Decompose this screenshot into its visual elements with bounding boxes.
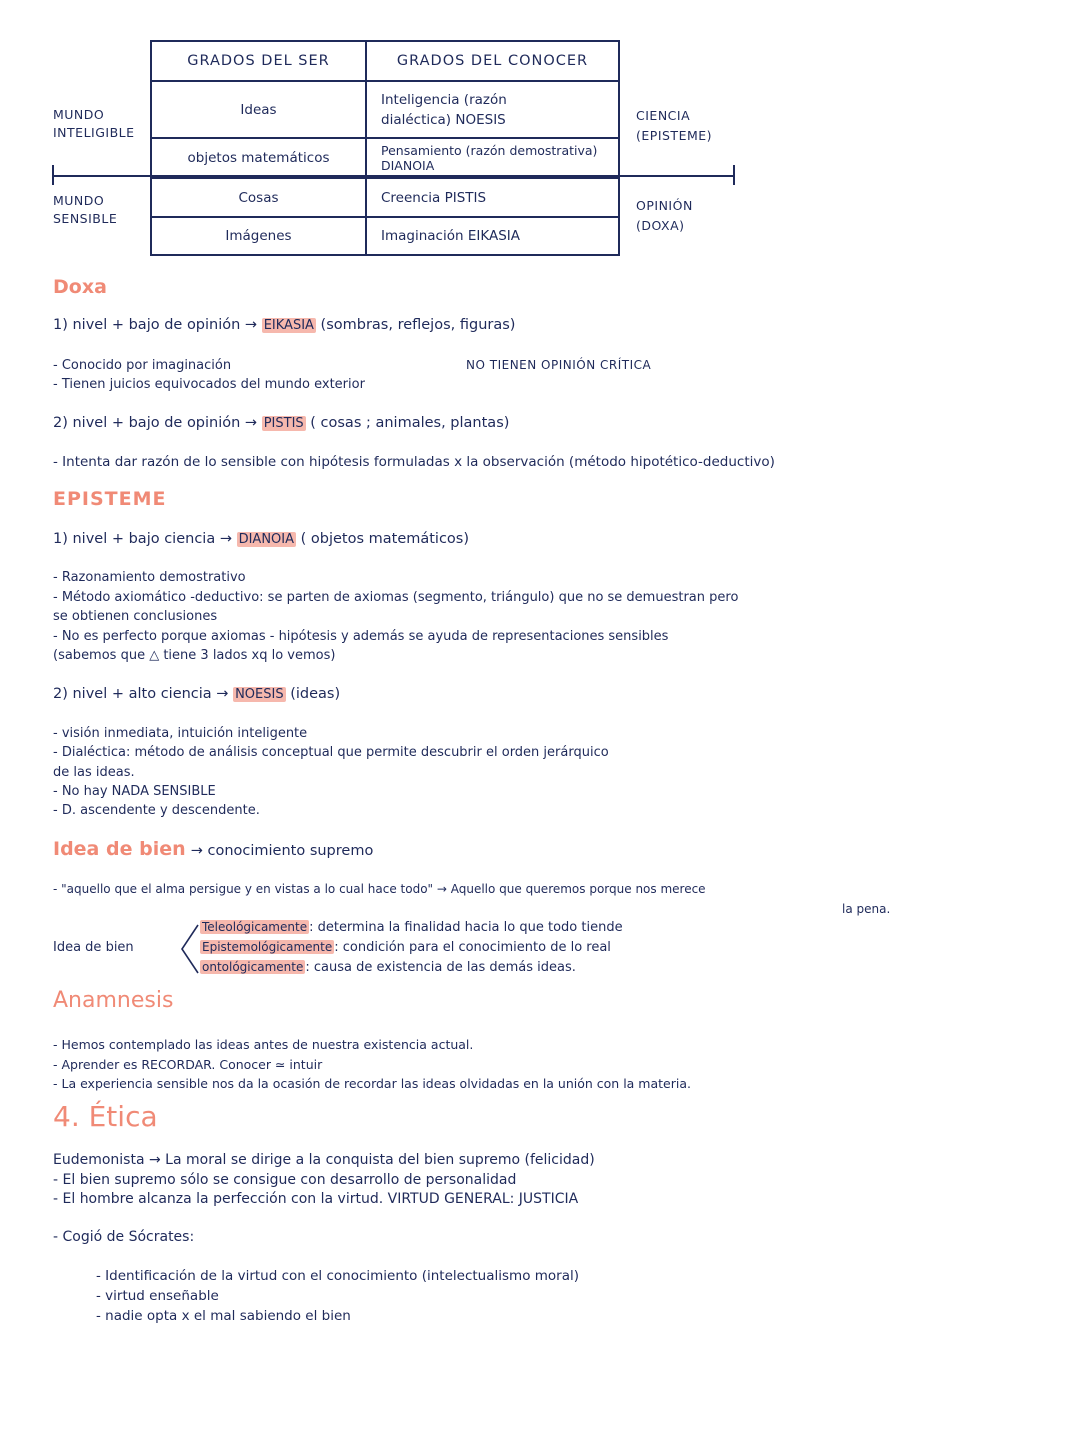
- bien-item-1-highlight: Teleológicamente: [202, 920, 308, 934]
- bien-item-1-text: : determina la finalidad hacia lo que todo tiende: [309, 920, 623, 935]
- episteme-bullet-6: - No hay NADA SENSIBLE: [53, 784, 216, 799]
- bien-item-3-highlight: ontológicamente: [202, 960, 304, 974]
- section-title-bien: Idea de bien: [53, 838, 186, 860]
- doxa-side-note: NO TIENEN OPINIÓN CRÍTICA: [466, 358, 652, 372]
- episteme-level-2-post: (ideas): [290, 686, 341, 702]
- doxa-level-2-post: ( cosas ; animales, plantas): [310, 415, 510, 431]
- header-conocer: GRADOS DEL CONOCER: [366, 41, 619, 81]
- episteme-bullet-3b: (sabemos que △ tiene 3 lados xq lo vemos): [53, 648, 336, 663]
- doxa-level-1-highlight: EIKASIA: [263, 318, 314, 333]
- bien-item-2-highlight: Epistemológicamente: [202, 940, 333, 954]
- anamnesis-bullet-1: - Hemos contemplado las ideas antes de nuestra existencia actual.: [53, 1037, 474, 1052]
- bien-item-1: [200, 920, 623, 935]
- episteme-level-2-highlight: NOESIS: [235, 687, 284, 702]
- label-opinion: OPINIÓN (DOXA): [636, 198, 693, 233]
- ser-ideas: Ideas: [151, 81, 366, 138]
- episteme-bullet-5b: de las ideas.: [53, 765, 135, 780]
- episteme-level-1: [53, 531, 469, 547]
- episteme-bullet-3a: - No es perfecto porque axiomas - hipótesis y además se ayuda de representaciones sensibles: [53, 629, 669, 644]
- bien-brace: [178, 922, 200, 976]
- bien-item-2: [200, 940, 611, 955]
- episteme-level-1-highlight: DIANOIA: [238, 532, 294, 547]
- doxa-level-1-post: (sombras, reflejos, figuras): [320, 317, 516, 333]
- conocer-dianoia: Pensamiento (razón demostrativa) DIANOIA: [366, 138, 619, 178]
- label-ciencia: CIENCIA (EPISTEME): [636, 108, 713, 143]
- etica-line-3: - El hombre alcanza la perfección con la virtud. VIRTUD GENERAL: JUSTICIA: [53, 1191, 579, 1207]
- ser-cosas: Cosas: [151, 178, 366, 217]
- doxa-level-1-pre: 1) nivel + bajo de opinión →: [53, 317, 258, 333]
- bien-title-post: → conocimiento supremo: [190, 843, 374, 859]
- etica-sub-2: - virtud enseñable: [96, 1288, 219, 1304]
- episteme-level-1-post: ( objetos matemáticos): [300, 531, 470, 547]
- label-mundo-inteligible: MUNDO INTELIGIBLE: [53, 107, 135, 140]
- bien-heading: [53, 838, 373, 860]
- bien-quote-end: la pena.: [842, 902, 891, 916]
- ser-imagenes: Imágenes: [151, 217, 366, 255]
- bien-item-3: [200, 960, 576, 975]
- doxa-level-2-pre: 2) nivel + bajo de opinión →: [53, 415, 258, 431]
- doxa-level-1: [53, 317, 515, 333]
- doxa-bullet-3: - Intenta dar razón de lo sensible con hipótesis formuladas x la observación (método hipotético-deductivo): [53, 454, 775, 470]
- episteme-level-1-pre: 1) nivel + bajo ciencia →: [53, 531, 232, 547]
- degrees-table: [150, 40, 620, 256]
- episteme-bullet-4: - visión inmediata, intuición inteligente: [53, 726, 308, 741]
- episteme-bullet-1: - Razonamiento demostrativo: [53, 570, 246, 585]
- ser-objetos: objetos matemáticos: [151, 138, 366, 178]
- episteme-bullet-2a: - Método axiomático -deductivo: se parten de axiomas (segmento, triángulo) que no se demuestran pero: [53, 590, 739, 605]
- anamnesis-bullet-2: - Aprender es RECORDAR. Conocer ≃ intuir: [53, 1057, 323, 1072]
- conocer-noesis: Inteligencia (razón dialéctica) NOESIS: [366, 81, 619, 138]
- section-title-episteme: EPISTEME: [53, 488, 167, 510]
- section-title-etica: 4. Ética: [53, 1100, 158, 1133]
- doxa-bullet-2: - Tienen juicios equivocados del mundo exterior: [53, 377, 365, 392]
- doxa-bullet-1: - Conocido por imaginación: [53, 358, 232, 373]
- bien-item-3-text: : causa de existencia de las demás ideas.: [305, 960, 576, 975]
- etica-sub-1: - Identificación de la virtud con el conocimiento (intelectualismo moral): [96, 1268, 579, 1284]
- divider-tick-left: [52, 165, 54, 185]
- label-mundo-sensible: MUNDO SENSIBLE: [53, 193, 118, 226]
- episteme-bullet-2b: se obtienen conclusiones: [53, 609, 218, 624]
- episteme-bullet-7: - D. ascendente y descendente.: [53, 803, 260, 818]
- etica-line-4: - Cogió de Sócrates:: [53, 1229, 195, 1245]
- bien-item-2-text: : condición para el conocimiento de lo real: [334, 940, 611, 955]
- etica-line-1: Eudemonista → La moral se dirige a la conquista del bien supremo (felicidad): [53, 1152, 595, 1168]
- anamnesis-bullet-3: - La experiencia sensible nos da la ocasión de recordar las ideas olvidadas en la unión con la materia.: [53, 1076, 691, 1091]
- bien-quote: - "aquello que el alma persigue y en vistas a lo cual hace todo" → Aquello que queremos porque nos merece: [53, 882, 706, 896]
- divider-tick-right: [733, 165, 735, 185]
- etica-line-2: - El bien supremo sólo se consigue con desarrollo de personalidad: [53, 1172, 517, 1188]
- etica-sub-3: - nadie opta x el mal sabiendo el bien: [96, 1308, 351, 1324]
- doxa-level-2: [53, 415, 509, 431]
- conocer-pistis: Creencia PISTIS: [366, 178, 619, 217]
- episteme-bullet-5a: - Dialéctica: método de análisis conceptual que permite descubrir el orden jerárquico: [53, 745, 609, 760]
- episteme-level-2-pre: 2) nivel + alto ciencia →: [53, 686, 229, 702]
- section-title-doxa: Doxa: [53, 276, 107, 298]
- episteme-level-2: [53, 686, 340, 702]
- conocer-eikasia: Imaginación EIKASIA: [366, 217, 619, 255]
- section-title-anamnesis: Anamnesis: [53, 988, 174, 1013]
- header-ser: GRADOS DEL SER: [151, 41, 366, 81]
- bien-label: Idea de bien: [53, 940, 134, 955]
- doxa-level-2-highlight: PISTIS: [263, 416, 304, 431]
